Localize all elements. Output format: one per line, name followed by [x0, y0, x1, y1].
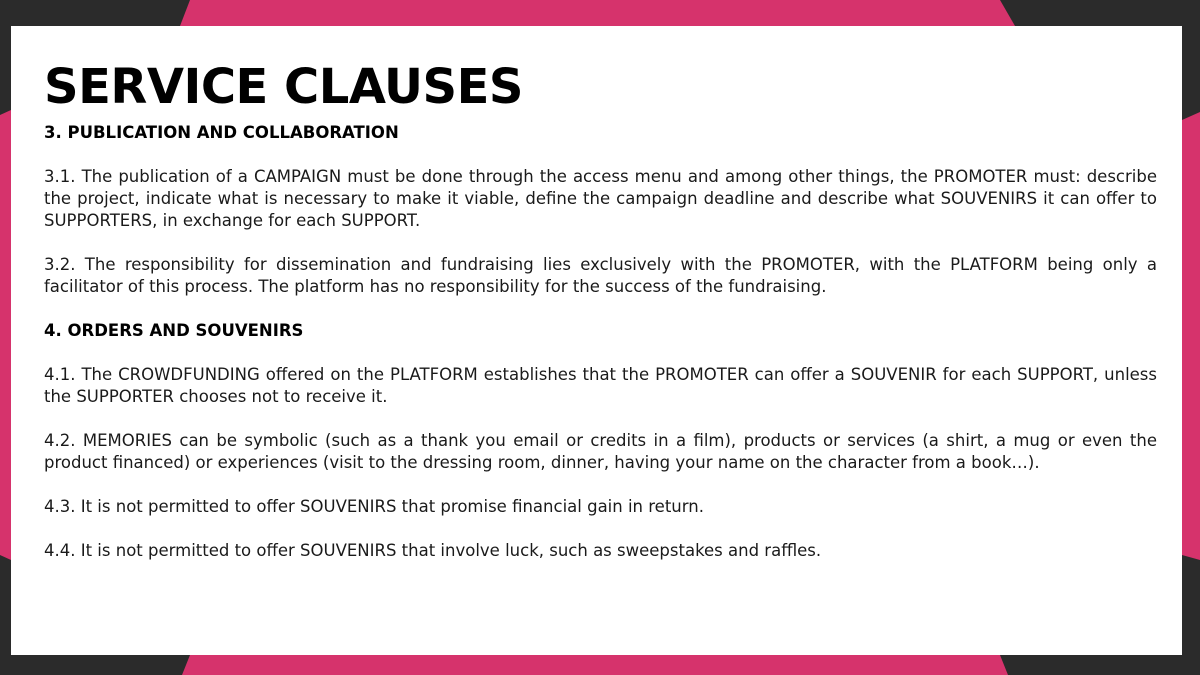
left-pink-band	[0, 110, 11, 560]
section-heading: 3. PUBLICATION AND COLLABORATION	[44, 123, 399, 142]
document-body	[44, 58, 1157, 562]
clause-paragraph: 3.1. The publication of a CAMPAIGN must be done through the access menu and among other things, the PROMOTER must: describe the project, indicate what is necessary to make it viable, define the campaign deadline and describe what SOUVENIRS it can offer to SUPPORTERS, in exchange for each SUPPORT.	[44, 167, 1157, 230]
top-pink-band	[180, 0, 1015, 26]
clause-paragraph: 4.3. It is not permitted to offer SOUVENIRS that promise financial gain in return.	[44, 497, 704, 516]
content-card	[11, 26, 1182, 655]
clause-paragraph: 4.2. MEMORIES can be symbolic (such as a thank you email or credits in a film), products or services (a shirt, a mug or even the product financed) or experiences (visit to the dressing room, dinner, having your name on the character from a book…).	[44, 431, 1157, 472]
clause-paragraph: 3.2. The responsibility for dissemination and fundraising lies exclusively with the PROMOTER, with the PLATFORM being only a facilitator of this process. The platform has no responsibility for the success of the fundraising.	[44, 255, 1157, 296]
section-publication	[44, 122, 1157, 298]
right-pink-band	[1182, 112, 1200, 560]
page-title: SERVICE CLAUSES	[44, 59, 523, 115]
clause-paragraph: 4.4. It is not permitted to offer SOUVENIRS that involve luck, such as sweepstakes and raffles.	[44, 541, 822, 560]
clause-paragraph: 4.1. The CROWDFUNDING offered on the PLATFORM establishes that the PROMOTER can offer a SOUVENIR for each SUPPORT, unless the SUPPORTER chooses not to receive it.	[44, 365, 1157, 406]
bottom-pink-band	[182, 655, 1008, 675]
section-orders	[44, 320, 1157, 562]
section-heading: 4. ORDERS AND SOUVENIRS	[44, 321, 304, 340]
